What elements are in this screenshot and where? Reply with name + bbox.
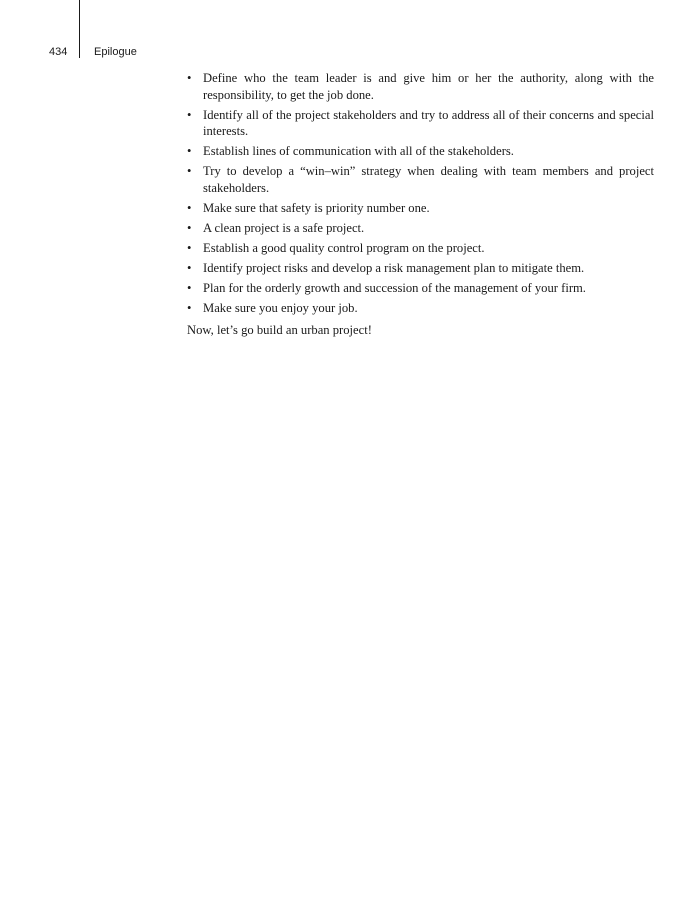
- list-item: • Plan for the orderly growth and succession of the management of your firm.: [187, 280, 654, 297]
- running-head: Epilogue: [94, 46, 137, 58]
- list-item: • Establish lines of communication with all of the stakeholders.: [187, 143, 654, 160]
- list-item: • A clean project is a safe project.: [187, 220, 654, 237]
- list-item: • Try to develop a “win–win” strategy when dealing with team members and project stakeholders.: [187, 163, 654, 196]
- list-item: • Identify project risks and develop a risk management plan to mitigate them.: [187, 260, 654, 277]
- header-divider: [79, 0, 80, 58]
- list-item: • Establish a good quality control program on the project.: [187, 240, 654, 257]
- list-item: • Make sure you enjoy your job.: [187, 300, 654, 317]
- bullet-list: [187, 70, 654, 316]
- list-item: • Identify all of the project stakeholders and try to address all of their concerns and special interests.: [187, 107, 654, 140]
- body-text: [187, 70, 654, 339]
- list-item: • Make sure that safety is priority number one.: [187, 200, 654, 217]
- closing-sentence: Now, let’s go build an urban project!: [187, 323, 372, 337]
- list-item: • Define who the team leader is and give him or her the authority, along with the responsibility, to get the job done.: [187, 70, 654, 103]
- page-number: 434: [49, 46, 68, 58]
